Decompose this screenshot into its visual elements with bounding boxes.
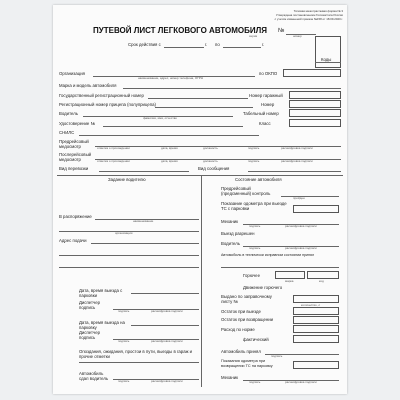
dispatcher-out-sub-decoding: расшифровка подписи <box>151 309 183 313</box>
mechanic2-label: Механик <box>221 375 239 380</box>
car-accepted-sub-signature: подпись <box>271 354 283 358</box>
odometer-in-label: Показания одометра при возвращении ТС на парковку <box>221 359 273 368</box>
posttrip-sub-position: должность <box>203 159 218 163</box>
dispatcher-in-sub-decoding: расшифровка подписи <box>151 339 183 343</box>
org-hint-left: организации <box>115 231 133 235</box>
posttrip-sub-decoding: расшифровка подписи <box>281 159 313 163</box>
section-divider <box>57 175 343 176</box>
mechanic-sub-decoding: расшифровка подписи <box>285 224 317 228</box>
class-box <box>289 119 341 127</box>
validity-from-line <box>164 47 204 48</box>
trailer-number-box <box>289 100 341 108</box>
garage-number-label: Номер гаражный <box>249 93 283 98</box>
disposal-label: В распоряжение <box>59 214 92 219</box>
car-accepted-label: Автомобиль принял <box>221 349 261 354</box>
fuel-brand-box <box>275 271 305 279</box>
movement-title: Движение горючего <box>243 285 283 290</box>
task-title: Задание водителю <box>108 177 146 182</box>
reg-number-label: Государственный регистрационный номер <box>59 93 144 98</box>
tab-number-box <box>289 109 341 117</box>
state-driver-sub-decoding: расшифровка подписи <box>285 246 317 250</box>
odometer-out-box <box>293 205 339 213</box>
okpo-label: по ОКПО <box>259 71 278 76</box>
posttrip-check-label: Послерейсовый медосмотр <box>59 152 92 162</box>
state-title: Состояние автомобиля <box>235 177 282 182</box>
issued-sub: количество, л <box>301 303 321 307</box>
codes-label: Коды <box>321 57 332 62</box>
form-header-line2: Утверждена постановлением Госкомстата России <box>275 13 343 17</box>
series-label: серия <box>249 34 258 38</box>
accepted-label: Автомобиль в технически исправном состоянии принял <box>221 253 315 257</box>
handed-sub-decoding: расшифровка подписи <box>151 379 183 383</box>
left-in-box <box>293 316 339 324</box>
mechanic-label: Механик <box>221 219 239 224</box>
message-mode-line <box>248 171 341 172</box>
form-header-line3: с учетом изменений приказа №158 от 18.09.2020 г. <box>274 17 343 21</box>
state-driver-sub-signature: подпись <box>249 246 261 250</box>
consumption-box <box>293 325 339 333</box>
mechanic2-sub-signature: подпись <box>249 380 261 384</box>
garage-number-box <box>289 91 341 99</box>
mechanic2-sub-decoding: расшифровка подписи <box>285 380 317 384</box>
dispatcher-out-label: Диспетчер подпись <box>79 300 101 310</box>
validity-to-label: по <box>215 42 220 47</box>
class-label: Класс <box>259 121 271 126</box>
license-line <box>103 126 243 127</box>
license-label: Удостоверение № <box>59 121 96 126</box>
handed-label: Автомобиль сдал водитель <box>79 371 109 381</box>
dispatcher-in-sub-signature: подпись <box>118 339 130 343</box>
validity-from-symbol: г. <box>205 42 208 47</box>
address-label: Адрес подачи <box>59 238 87 243</box>
vehicle-model-label: Марка и модель автомобиля <box>59 83 117 88</box>
message-mode-label: Вид сообщения <box>198 166 230 171</box>
techcontrol-line <box>281 196 339 197</box>
pretrip-sub-position: должность <box>203 146 218 150</box>
codes-divider <box>315 62 341 63</box>
fuel-code-label: код <box>319 279 324 283</box>
trip-sheet-form <box>53 5 347 394</box>
vehicle-model-line <box>123 88 341 89</box>
left-out-label: Остаток при выезде <box>221 309 261 314</box>
dispatcher-in-label: Диспетчер подпись <box>79 330 101 340</box>
techcontrol-sub: пройден <box>293 196 305 200</box>
trailer-label: Регистрационный номер прицепа (полуприцепа) <box>59 102 156 107</box>
validity-label: Срок действия с <box>128 42 161 47</box>
consumption-label: Расход по норме <box>221 327 255 332</box>
snils-line <box>79 135 259 136</box>
pretrip-sub-signature: подпись <box>248 146 260 150</box>
datetime-in-label: Дата, время выезда на парковку <box>79 320 125 330</box>
state-driver-label: Водитель <box>221 241 240 246</box>
transport-mode-line <box>99 171 189 172</box>
left-in-label: Остаток при возвращении <box>221 317 274 322</box>
remarks-line <box>79 362 199 363</box>
snils-label: СНИЛС <box>59 130 75 135</box>
actual-consumption-label: фактический <box>243 337 269 342</box>
issued-label: Выдано по заправочному листу № <box>221 294 272 304</box>
pretrip-sub-date: дата, время <box>161 146 178 150</box>
remarks-label: Опоздания, ожидания, простои в пути, выезды в гараж и прочие отметки <box>79 349 193 359</box>
transport-mode-label: Вид перевозки <box>59 166 89 171</box>
driver-hint: фамилия, имя, отчество <box>143 116 177 120</box>
disposal-hint: наименование <box>133 219 154 223</box>
form-header-line1: Типовая межотраслевая форма № 3 <box>293 9 343 13</box>
fuel-title: Горючее <box>243 273 260 278</box>
dispatcher-out-sub-signature: подпись <box>118 309 130 313</box>
pretrip-sub-sign: отметка о прохождении <box>97 146 130 150</box>
pretrip-sub-decoding: расшифровка подписи <box>281 146 313 150</box>
datetime-out-line <box>131 293 199 294</box>
form-title: ПУТЕВОЙ ЛИСТ ЛЕГКОВОГО АВТОМОБИЛЯ <box>93 26 267 35</box>
trailer-line <box>155 107 253 108</box>
number-sign: № <box>278 28 285 34</box>
datetime-out-label: Дата, время выезда с парковки <box>79 288 123 298</box>
reg-number-line <box>148 98 248 99</box>
mechanic-sub-signature: подпись <box>249 224 261 228</box>
pretrip-check-label: Предрейсовый медосмотр <box>59 139 89 149</box>
techcontrol-label: Предрейсовый (предсменный) контроль <box>221 186 271 196</box>
odometer-in-box <box>293 361 339 369</box>
okpo-box <box>283 69 341 77</box>
validity-year-symbol: г. <box>262 42 265 47</box>
address-line-2 <box>59 255 199 256</box>
fuel-code-box <box>307 271 339 279</box>
driver-label: Водитель <box>59 111 78 116</box>
issued-box <box>293 295 339 303</box>
codes-box <box>315 36 341 68</box>
posttrip-sub-sign: отметка о прохождении <box>97 159 130 163</box>
column-divider <box>201 175 202 387</box>
actual-consumption-box <box>293 335 339 343</box>
trailer-number-label: Номер <box>261 102 275 107</box>
address-line-3 <box>59 267 199 268</box>
allowed-label: Выезд разрешен <box>221 231 255 236</box>
validity-to-line <box>223 47 261 48</box>
org-label: Организация <box>59 71 85 76</box>
odometer-out-label: Показание одометра при выезде ТС с парковки <box>221 201 287 211</box>
number-label: номер <box>293 34 302 38</box>
fuel-brand-label: марка <box>285 279 294 283</box>
posttrip-sub-signature: подпись <box>248 159 260 163</box>
handed-sub-signature: подпись <box>118 379 130 383</box>
datetime-in-line <box>131 325 199 326</box>
accepted-line <box>221 267 339 268</box>
address-line <box>91 243 199 244</box>
tab-number-label: Табельный номер <box>243 111 279 116</box>
left-out-box <box>293 307 339 315</box>
posttrip-sub-date: дата, время <box>161 159 178 163</box>
org-hint: наименование, адрес, номер телефона, ОГРН <box>138 76 204 80</box>
